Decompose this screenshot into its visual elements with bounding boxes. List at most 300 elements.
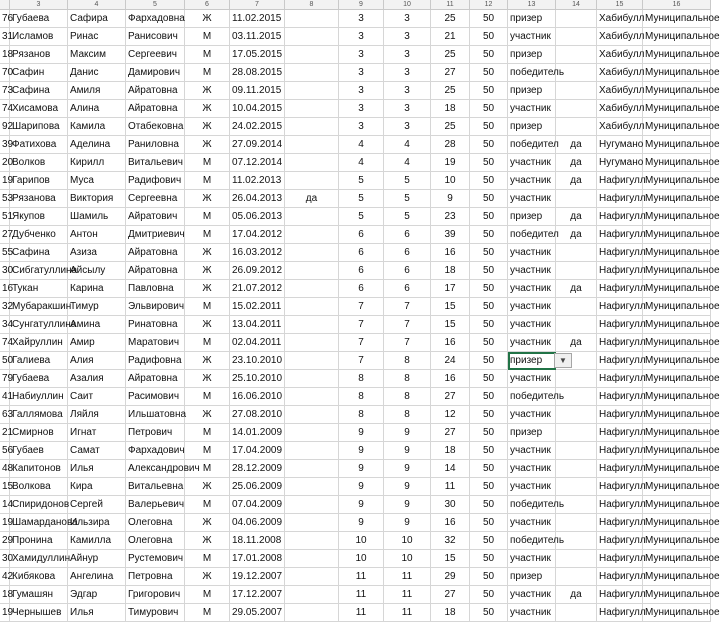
cell[interactable]: Галлямова: [10, 406, 68, 424]
cell[interactable]: [556, 460, 597, 478]
cell[interactable]: Муниципальное: [643, 10, 711, 28]
cell[interactable]: призер: [508, 568, 556, 586]
cell[interactable]: 70: [0, 64, 10, 82]
cell[interactable]: 17.01.2008: [230, 550, 285, 568]
cell[interactable]: Эдгар: [68, 586, 126, 604]
cell[interactable]: участник: [508, 550, 556, 568]
cell[interactable]: 51: [0, 208, 10, 226]
column-header-10[interactable]: 10: [384, 0, 431, 9]
cell[interactable]: 50: [470, 478, 508, 496]
cell[interactable]: победитель: [508, 388, 556, 406]
cell[interactable]: Ж: [185, 280, 230, 298]
cell[interactable]: Сафина: [10, 82, 68, 100]
cell[interactable]: 32: [0, 298, 10, 316]
cell[interactable]: [285, 118, 339, 136]
cell[interactable]: 9: [384, 514, 431, 532]
cell[interactable]: Данис: [68, 64, 126, 82]
cell[interactable]: Витальевна: [126, 478, 185, 496]
cell[interactable]: М: [185, 442, 230, 460]
cell[interactable]: Шамарданова: [10, 514, 68, 532]
cell[interactable]: 18: [431, 442, 470, 460]
cell[interactable]: Чернышев: [10, 604, 68, 622]
cell[interactable]: [285, 334, 339, 352]
cell[interactable]: Нафигулл: [597, 352, 643, 370]
cell[interactable]: 27.08.2010: [230, 406, 285, 424]
cell[interactable]: Сафина: [10, 244, 68, 262]
cell[interactable]: Гумашян: [10, 586, 68, 604]
cell[interactable]: Муниципальное: [643, 262, 711, 280]
cell[interactable]: М: [185, 460, 230, 478]
cell[interactable]: [556, 388, 597, 406]
cell[interactable]: 74: [0, 100, 10, 118]
cell[interactable]: Нафигулл: [597, 568, 643, 586]
cell[interactable]: 11: [339, 586, 384, 604]
cell[interactable]: [556, 190, 597, 208]
cell[interactable]: 8: [339, 388, 384, 406]
cell[interactable]: 07.04.2009: [230, 496, 285, 514]
cell[interactable]: [556, 514, 597, 532]
cell[interactable]: Ж: [185, 190, 230, 208]
cell[interactable]: 15: [431, 550, 470, 568]
cell[interactable]: 50: [470, 388, 508, 406]
cell[interactable]: 50: [470, 226, 508, 244]
cell[interactable]: М: [185, 172, 230, 190]
cell[interactable]: 21: [0, 424, 10, 442]
cell[interactable]: 25: [431, 82, 470, 100]
cell[interactable]: 26.04.2013: [230, 190, 285, 208]
cell[interactable]: 50: [470, 514, 508, 532]
cell[interactable]: [285, 496, 339, 514]
cell[interactable]: 6: [384, 226, 431, 244]
cell[interactable]: участник: [508, 406, 556, 424]
cell[interactable]: Хамидуллин: [10, 550, 68, 568]
cell[interactable]: 3: [339, 10, 384, 28]
cell[interactable]: Нафигулл: [597, 280, 643, 298]
cell[interactable]: [285, 424, 339, 442]
cell[interactable]: 3: [384, 100, 431, 118]
cell[interactable]: 15: [431, 316, 470, 334]
cell[interactable]: Айратовна: [126, 82, 185, 100]
cell[interactable]: [556, 298, 597, 316]
cell[interactable]: Нафигулл: [597, 298, 643, 316]
cell[interactable]: [285, 154, 339, 172]
cell[interactable]: Айратовна: [126, 370, 185, 388]
cell[interactable]: 05.06.2013: [230, 208, 285, 226]
cell[interactable]: 6: [339, 244, 384, 262]
cell[interactable]: да: [285, 190, 339, 208]
cell[interactable]: Хисамова: [10, 100, 68, 118]
cell[interactable]: Губаева: [10, 370, 68, 388]
cell[interactable]: [556, 46, 597, 64]
cell[interactable]: участник: [508, 334, 556, 352]
cell[interactable]: 50: [470, 28, 508, 46]
cell[interactable]: 27: [431, 64, 470, 82]
cell[interactable]: 16: [431, 334, 470, 352]
cell[interactable]: Самат: [68, 442, 126, 460]
cell[interactable]: Ильшатовна: [126, 406, 185, 424]
cell[interactable]: М: [185, 586, 230, 604]
column-header-11[interactable]: 11: [431, 0, 470, 9]
cell[interactable]: М: [185, 226, 230, 244]
cell[interactable]: [285, 82, 339, 100]
cell[interactable]: участник: [508, 262, 556, 280]
cell[interactable]: Исламов: [10, 28, 68, 46]
column-header-6[interactable]: 6: [185, 0, 230, 9]
cell[interactable]: Сергеевич: [126, 46, 185, 64]
cell[interactable]: 73: [0, 82, 10, 100]
cell[interactable]: 21.07.2012: [230, 280, 285, 298]
cell[interactable]: М: [185, 154, 230, 172]
cell[interactable]: Илья: [68, 604, 126, 622]
cell[interactable]: участник: [508, 172, 556, 190]
cell[interactable]: Волкова: [10, 478, 68, 496]
cell[interactable]: Алина: [68, 100, 126, 118]
cell[interactable]: призер: [508, 424, 556, 442]
cell[interactable]: М: [185, 334, 230, 352]
cell[interactable]: Муниципальное: [643, 64, 711, 82]
cell[interactable]: участник: [508, 442, 556, 460]
cell[interactable]: 50: [470, 280, 508, 298]
cell[interactable]: [285, 46, 339, 64]
cell[interactable]: Фатихова: [10, 136, 68, 154]
cell[interactable]: Муниципальное: [643, 154, 711, 172]
cell[interactable]: Тимурович: [126, 604, 185, 622]
cell[interactable]: 50: [470, 334, 508, 352]
cell[interactable]: Ж: [185, 478, 230, 496]
cell[interactable]: Ж: [185, 10, 230, 28]
cell[interactable]: 4: [384, 154, 431, 172]
cell[interactable]: Кира: [68, 478, 126, 496]
cell[interactable]: Ляйля: [68, 406, 126, 424]
cell[interactable]: Витальевич: [126, 154, 185, 172]
cell[interactable]: участник: [508, 478, 556, 496]
cell[interactable]: 3: [384, 118, 431, 136]
cell[interactable]: Айнур: [68, 550, 126, 568]
cell[interactable]: 10: [339, 550, 384, 568]
cell[interactable]: [285, 460, 339, 478]
cell[interactable]: [556, 100, 597, 118]
cell[interactable]: 11: [384, 586, 431, 604]
cell[interactable]: призер: [508, 208, 556, 226]
column-header-8[interactable]: 8: [285, 0, 339, 9]
cell[interactable]: Муниципальное: [643, 496, 711, 514]
cell[interactable]: 29: [431, 568, 470, 586]
cell[interactable]: 50: [470, 370, 508, 388]
cell[interactable]: М: [185, 28, 230, 46]
cell[interactable]: Сергей: [68, 496, 126, 514]
cell[interactable]: 9: [339, 514, 384, 532]
cell[interactable]: Ж: [185, 100, 230, 118]
cell[interactable]: 50: [470, 46, 508, 64]
cell[interactable]: 09.11.2015: [230, 82, 285, 100]
cell[interactable]: 19: [0, 514, 10, 532]
cell[interactable]: М: [185, 298, 230, 316]
cell[interactable]: 3: [339, 100, 384, 118]
cell[interactable]: Волков: [10, 154, 68, 172]
cell[interactable]: Петрович: [126, 424, 185, 442]
cell[interactable]: 92: [0, 118, 10, 136]
cell[interactable]: 14: [431, 460, 470, 478]
cell[interactable]: 18.11.2008: [230, 532, 285, 550]
cell[interactable]: Антон: [68, 226, 126, 244]
cell[interactable]: Азалия: [68, 370, 126, 388]
cell[interactable]: 50: [470, 532, 508, 550]
cell[interactable]: 50: [470, 298, 508, 316]
cell[interactable]: 8: [339, 370, 384, 388]
cell[interactable]: Ильзира: [68, 514, 126, 532]
cell[interactable]: Шамиль: [68, 208, 126, 226]
cell[interactable]: Сергеевна: [126, 190, 185, 208]
cell[interactable]: Муниципальное: [643, 100, 711, 118]
cell[interactable]: Муниципальное: [643, 190, 711, 208]
cell[interactable]: [285, 316, 339, 334]
cell[interactable]: участник: [508, 316, 556, 334]
cell[interactable]: участник: [508, 190, 556, 208]
cell[interactable]: 50: [470, 496, 508, 514]
cell[interactable]: [556, 28, 597, 46]
cell[interactable]: участник: [508, 154, 556, 172]
cell[interactable]: Кибякова: [10, 568, 68, 586]
cell[interactable]: Муниципальное: [643, 172, 711, 190]
cell[interactable]: Ж: [185, 532, 230, 550]
cell[interactable]: [556, 442, 597, 460]
cell[interactable]: 11: [339, 568, 384, 586]
cell[interactable]: [285, 172, 339, 190]
cell[interactable]: Муниципальное: [643, 46, 711, 64]
cell[interactable]: Александрович: [126, 460, 185, 478]
cell[interactable]: 50: [470, 64, 508, 82]
cell[interactable]: Нафигулл: [597, 442, 643, 460]
cell[interactable]: 56: [0, 442, 10, 460]
cell[interactable]: [285, 442, 339, 460]
cell[interactable]: Ж: [185, 514, 230, 532]
cell[interactable]: 50: [470, 550, 508, 568]
cell[interactable]: [285, 28, 339, 46]
cell[interactable]: 76: [0, 10, 10, 28]
cell[interactable]: Тукан: [10, 280, 68, 298]
cell[interactable]: 3: [339, 82, 384, 100]
cell[interactable]: Пронина: [10, 532, 68, 550]
cell[interactable]: 3: [384, 82, 431, 100]
cell[interactable]: Хабибулл: [597, 28, 643, 46]
cell[interactable]: да: [556, 226, 597, 244]
cell[interactable]: Саит: [68, 388, 126, 406]
cell[interactable]: 15: [431, 298, 470, 316]
cell[interactable]: 3: [384, 46, 431, 64]
cell[interactable]: 25: [431, 46, 470, 64]
cell[interactable]: [556, 532, 597, 550]
cell[interactable]: Максим: [68, 46, 126, 64]
cell[interactable]: победитель: [508, 496, 556, 514]
cell[interactable]: 50: [470, 406, 508, 424]
cell[interactable]: да: [556, 280, 597, 298]
cell[interactable]: Муниципальное: [643, 406, 711, 424]
cell[interactable]: Камилла: [68, 532, 126, 550]
cell[interactable]: 10: [384, 550, 431, 568]
cell[interactable]: [556, 262, 597, 280]
cell[interactable]: 11: [431, 478, 470, 496]
cell[interactable]: [285, 478, 339, 496]
cell[interactable]: Набиуллин: [10, 388, 68, 406]
cell[interactable]: 5: [339, 172, 384, 190]
cell[interactable]: 41: [0, 388, 10, 406]
cell[interactable]: 18: [431, 604, 470, 622]
cell[interactable]: Муниципальное: [643, 226, 711, 244]
cell[interactable]: 7: [384, 298, 431, 316]
cell[interactable]: Ж: [185, 406, 230, 424]
cell[interactable]: Муниципальное: [643, 298, 711, 316]
cell[interactable]: Ринатовна: [126, 316, 185, 334]
cell[interactable]: Муниципальное: [643, 316, 711, 334]
cell[interactable]: Мубаракшин: [10, 298, 68, 316]
cell[interactable]: М: [185, 424, 230, 442]
cell[interactable]: 29: [0, 532, 10, 550]
cell[interactable]: Муниципальное: [643, 460, 711, 478]
cell[interactable]: 34: [0, 316, 10, 334]
cell[interactable]: [285, 604, 339, 622]
cell[interactable]: участник: [508, 586, 556, 604]
cell[interactable]: [285, 226, 339, 244]
cell[interactable]: 11: [339, 604, 384, 622]
cell[interactable]: Аделина: [68, 136, 126, 154]
cell[interactable]: Нафигулл: [597, 514, 643, 532]
cell[interactable]: 30: [431, 496, 470, 514]
cell[interactable]: 9: [339, 478, 384, 496]
cell[interactable]: Губаева: [10, 10, 68, 28]
column-header-partial[interactable]: [0, 0, 10, 9]
cell[interactable]: [556, 316, 597, 334]
cell[interactable]: Муниципальное: [643, 442, 711, 460]
cell[interactable]: 42: [0, 568, 10, 586]
cell[interactable]: 10: [431, 172, 470, 190]
cell[interactable]: Хабибулл: [597, 46, 643, 64]
cell[interactable]: Гарипов: [10, 172, 68, 190]
column-header-9[interactable]: 9: [339, 0, 384, 9]
cell[interactable]: 6: [339, 226, 384, 244]
cell[interactable]: Нафигулл: [597, 334, 643, 352]
cell[interactable]: [556, 118, 597, 136]
cell[interactable]: Ж: [185, 370, 230, 388]
cell[interactable]: 28.12.2009: [230, 460, 285, 478]
cell[interactable]: 50: [470, 172, 508, 190]
cell[interactable]: 25.10.2010: [230, 370, 285, 388]
cell[interactable]: Радифович: [126, 172, 185, 190]
cell[interactable]: 23.10.2010: [230, 352, 285, 370]
cell[interactable]: 8: [384, 370, 431, 388]
cell[interactable]: Рустемович: [126, 550, 185, 568]
cell[interactable]: Амиля: [68, 82, 126, 100]
cell[interactable]: призер: [508, 82, 556, 100]
column-header-16[interactable]: 16: [643, 0, 711, 9]
cell[interactable]: Нафигулл: [597, 226, 643, 244]
cell[interactable]: [556, 406, 597, 424]
cell[interactable]: 17: [431, 280, 470, 298]
cell[interactable]: Муниципальное: [643, 424, 711, 442]
cell[interactable]: М: [185, 550, 230, 568]
cell[interactable]: участник: [508, 460, 556, 478]
cell[interactable]: 17.05.2015: [230, 46, 285, 64]
cell[interactable]: да: [556, 136, 597, 154]
cell[interactable]: Ж: [185, 244, 230, 262]
cell[interactable]: 50: [470, 442, 508, 460]
cell[interactable]: 3: [339, 118, 384, 136]
cell[interactable]: 5: [384, 172, 431, 190]
cell[interactable]: 50: [470, 352, 508, 370]
cell[interactable]: [285, 370, 339, 388]
cell[interactable]: 6: [339, 262, 384, 280]
cell[interactable]: Нафигулл: [597, 244, 643, 262]
cell[interactable]: 10: [339, 532, 384, 550]
cell[interactable]: Айратович: [126, 208, 185, 226]
cell[interactable]: [556, 82, 597, 100]
cell[interactable]: М: [185, 604, 230, 622]
column-header-14[interactable]: 14: [556, 0, 597, 9]
column-header-4[interactable]: 4: [68, 0, 126, 9]
cell[interactable]: [285, 262, 339, 280]
cell[interactable]: призер: [508, 10, 556, 28]
cell[interactable]: 74: [0, 334, 10, 352]
cell[interactable]: 79: [0, 370, 10, 388]
cell[interactable]: 19: [0, 604, 10, 622]
cell[interactable]: Азиза: [68, 244, 126, 262]
cell[interactable]: Сибгатуллина: [10, 262, 68, 280]
cell[interactable]: 18: [0, 46, 10, 64]
cell[interactable]: 21: [431, 28, 470, 46]
cell[interactable]: 8: [384, 352, 431, 370]
cell[interactable]: Амир: [68, 334, 126, 352]
cell[interactable]: Ж: [185, 82, 230, 100]
cell[interactable]: 02.04.2011: [230, 334, 285, 352]
cell[interactable]: 30: [0, 262, 10, 280]
cell[interactable]: 50: [470, 154, 508, 172]
cell[interactable]: 3: [384, 28, 431, 46]
cell[interactable]: 50: [470, 136, 508, 154]
cell[interactable]: призер: [508, 118, 556, 136]
cell[interactable]: Муниципальное: [643, 244, 711, 262]
cell[interactable]: 5: [384, 208, 431, 226]
cell[interactable]: Радифовна: [126, 352, 185, 370]
cell[interactable]: Якупов: [10, 208, 68, 226]
cell[interactable]: 13.04.2011: [230, 316, 285, 334]
cell[interactable]: Нафигулл: [597, 496, 643, 514]
cell[interactable]: 16.03.2012: [230, 244, 285, 262]
cell[interactable]: Хайруллин: [10, 334, 68, 352]
cell[interactable]: [285, 280, 339, 298]
cell[interactable]: Хабибулл: [597, 100, 643, 118]
cell[interactable]: [285, 406, 339, 424]
cell[interactable]: Нафигулл: [597, 316, 643, 334]
cell[interactable]: Нафигулл: [597, 190, 643, 208]
cell[interactable]: Нафигулл: [597, 172, 643, 190]
cell[interactable]: 5: [339, 208, 384, 226]
cell[interactable]: [556, 244, 597, 262]
cell[interactable]: 28: [431, 136, 470, 154]
cell[interactable]: Муниципальное: [643, 136, 711, 154]
cell[interactable]: 5: [384, 190, 431, 208]
cell[interactable]: [556, 10, 597, 28]
cell[interactable]: 4: [384, 136, 431, 154]
cell[interactable]: [285, 244, 339, 262]
cell[interactable]: Айсылу: [68, 262, 126, 280]
cell[interactable]: участник: [508, 100, 556, 118]
cell[interactable]: 27: [431, 586, 470, 604]
cell[interactable]: 4: [339, 136, 384, 154]
cell[interactable]: 31: [0, 28, 10, 46]
cell[interactable]: Ж: [185, 118, 230, 136]
cell[interactable]: участник: [508, 244, 556, 262]
cell[interactable]: [285, 586, 339, 604]
cell[interactable]: 7: [384, 316, 431, 334]
